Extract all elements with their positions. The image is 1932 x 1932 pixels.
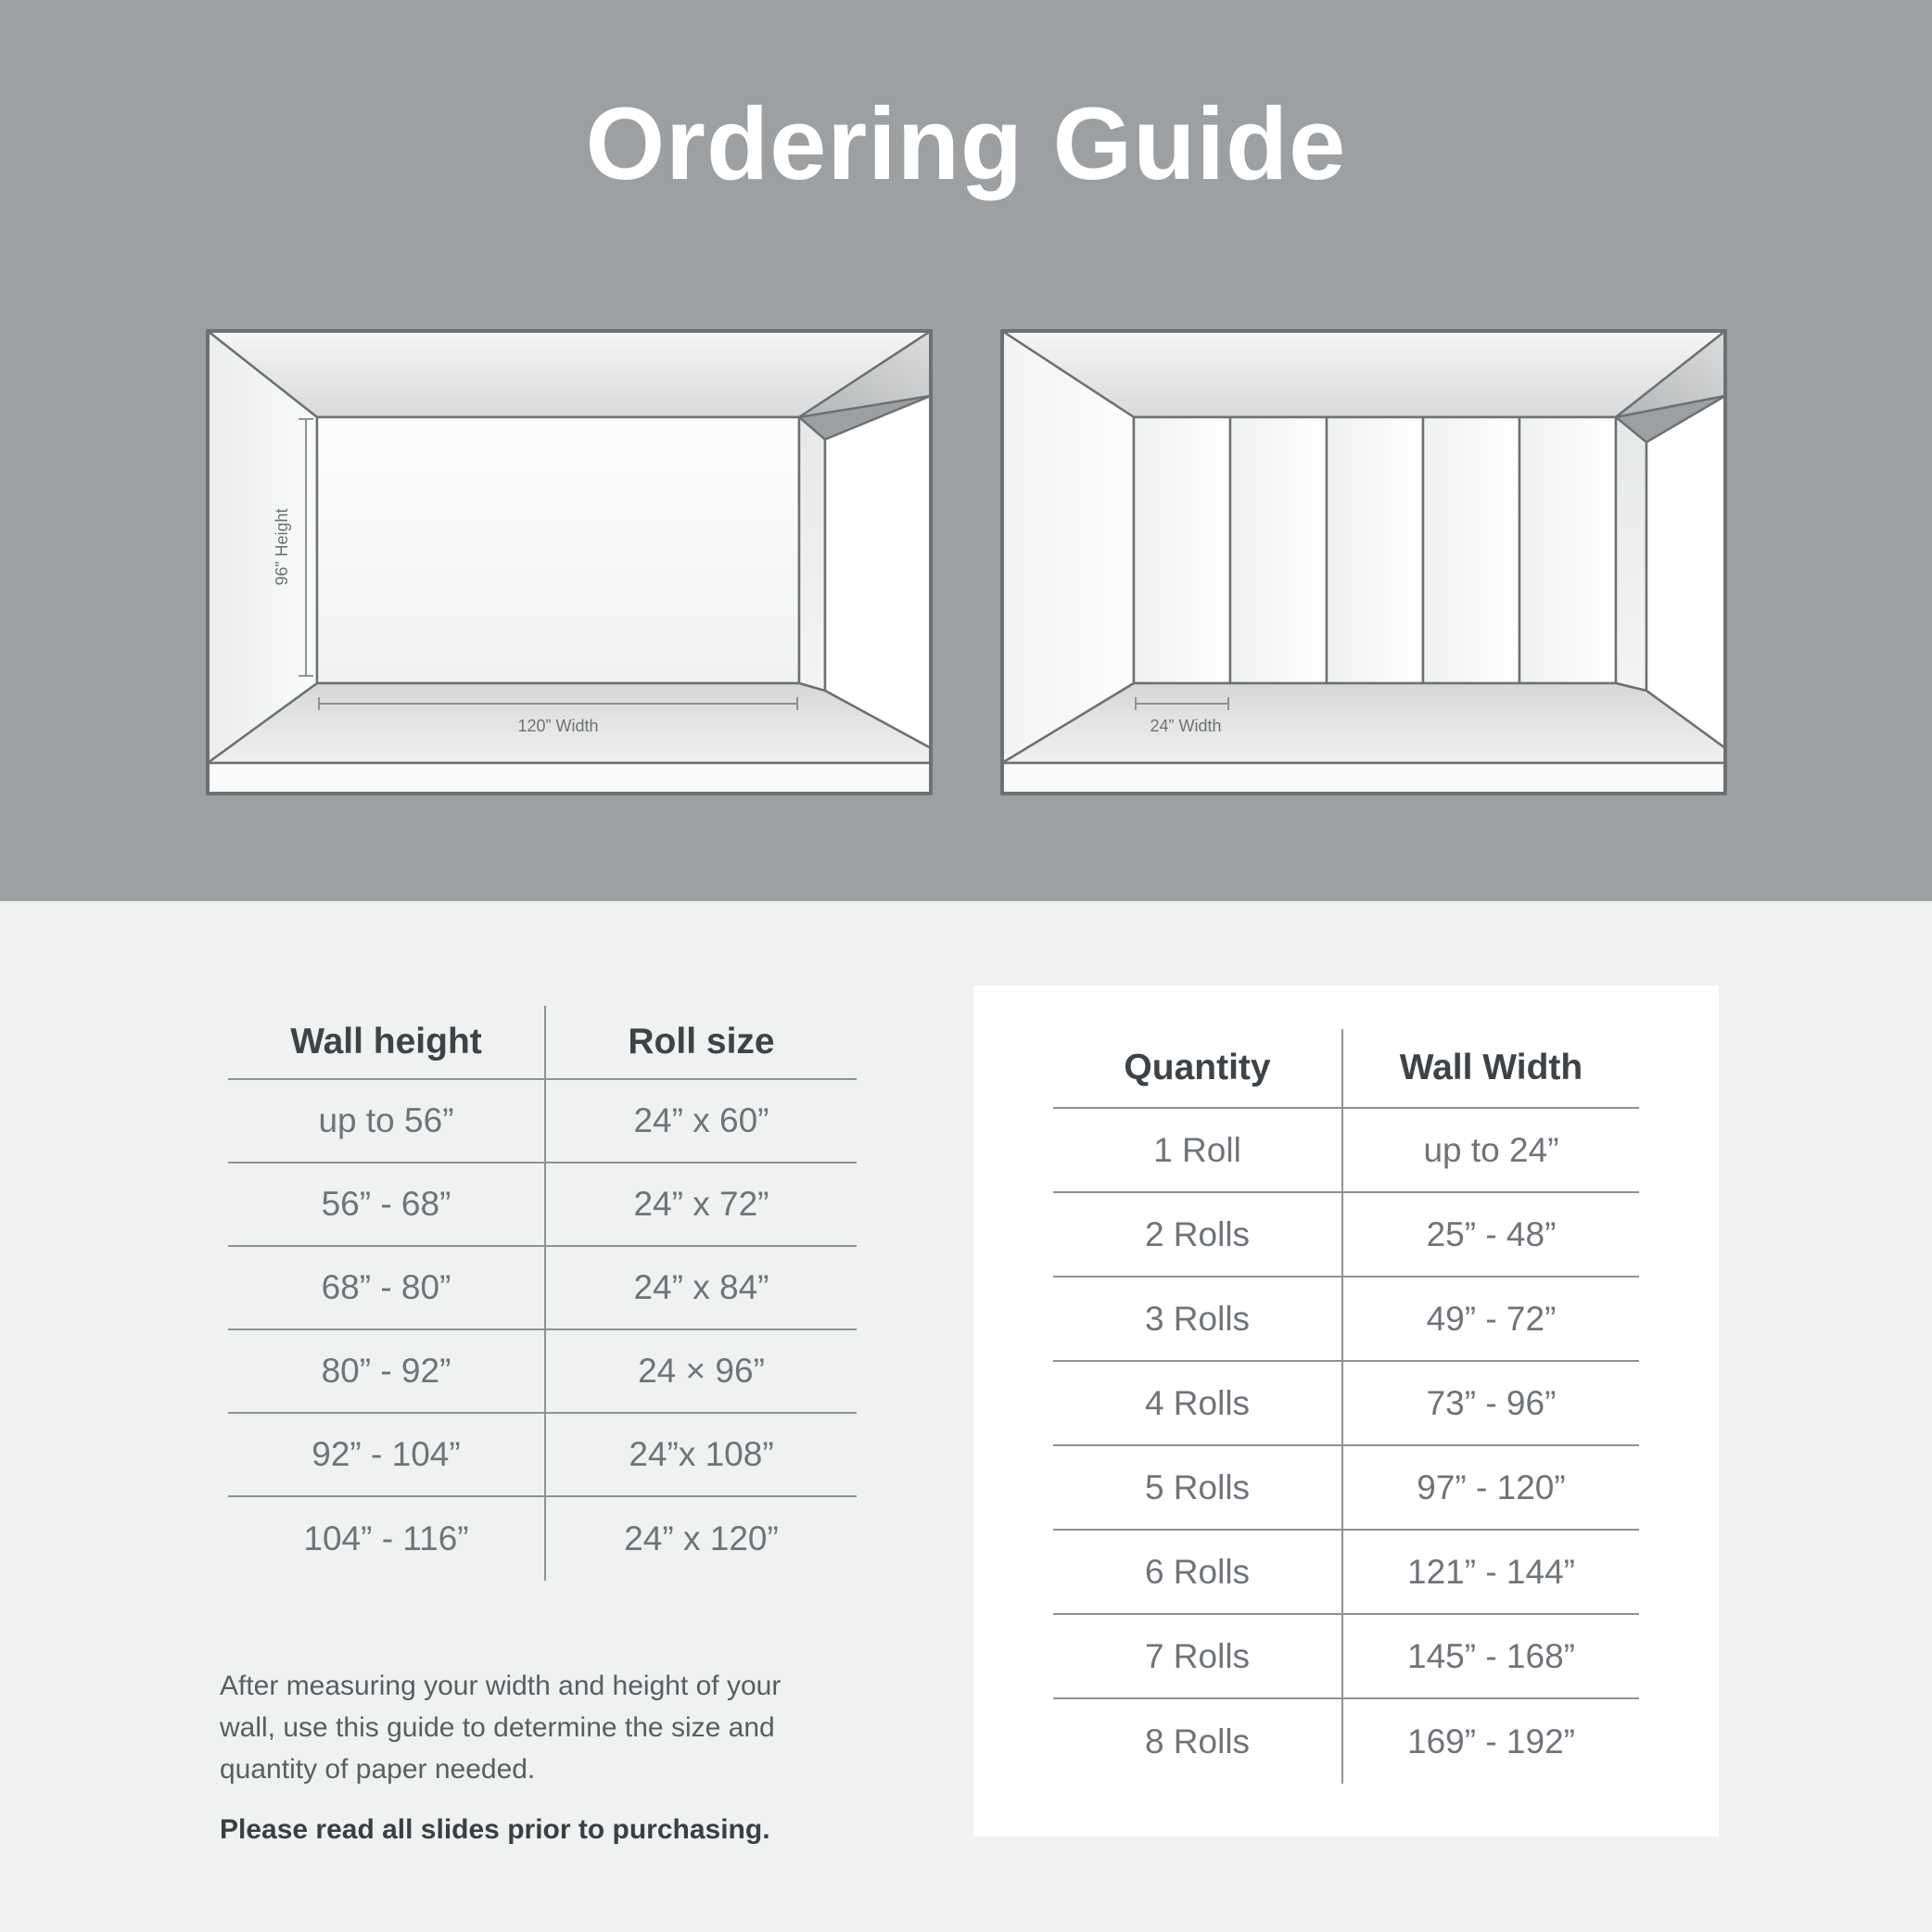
wall-height-cell: up to 56” (228, 1080, 546, 1162)
quantity-cell: 6 Rolls (1053, 1531, 1343, 1613)
table-row (1053, 1615, 1639, 1699)
wall-height-header: Wall height (228, 1006, 546, 1078)
table-header-row (228, 1006, 857, 1080)
wall-width-header: Wall Width (1399, 1048, 1583, 1087)
table-row (228, 1330, 857, 1414)
wall-width-cell: 25” - 48” (1426, 1214, 1557, 1253)
roll-size-header: Roll size (628, 1022, 775, 1061)
wall-height-cell: 104” - 116” (228, 1497, 546, 1581)
roll-size-cell: 24” x 72” (633, 1185, 769, 1223)
table-row (1053, 1193, 1639, 1277)
table-row (1053, 1277, 1639, 1362)
wall-width-cell: 145” - 168” (1407, 1636, 1575, 1675)
table-row (228, 1247, 857, 1330)
quantity-cell: 2 Rolls (1053, 1193, 1343, 1276)
right-wall-return (799, 417, 825, 691)
table-row (1053, 1531, 1639, 1615)
height-dimension-label: 96” Height (273, 508, 291, 586)
wall-height-cell: 68” - 80” (228, 1247, 546, 1328)
wall-width-cell: 121” - 144” (1407, 1552, 1575, 1591)
table-row (228, 1497, 857, 1581)
table-row (1053, 1699, 1639, 1784)
quantity-cell: 1 Roll (1053, 1109, 1343, 1191)
quantity-wall-width-table (1053, 1029, 1639, 1784)
room-diagram-single-wall (206, 329, 933, 795)
read-slides-note: Please read all slides prior to purchasing. (220, 1814, 770, 1845)
roll-size-cell: 24” x 60” (633, 1101, 769, 1139)
baseboard (1002, 763, 1725, 794)
room-diagram-paneled-wall (1000, 329, 1727, 795)
wall-width-cell: 49” - 72” (1426, 1299, 1557, 1338)
back-wall-panels (1134, 417, 1616, 683)
wall-height-roll-size-table (228, 1006, 857, 1581)
wall-height-cell: 56” - 68” (228, 1163, 546, 1245)
roll-size-cell: 24” x 84” (633, 1268, 769, 1306)
wall-width-cell: 169” - 192” (1407, 1722, 1575, 1760)
quantity-cell: 3 Rolls (1053, 1277, 1343, 1360)
right-wall-return (1616, 417, 1646, 691)
measuring-instructions: After measuring your width and height of your wall, use this guide to determine the size and quantity of paper needed. (220, 1671, 782, 1785)
table-header-row (1053, 1029, 1639, 1109)
table-row (1053, 1446, 1639, 1531)
table-row (228, 1414, 857, 1497)
wall-width-cell: 97” - 120” (1417, 1468, 1566, 1506)
table-row (228, 1080, 857, 1163)
table-row (1053, 1362, 1639, 1446)
wall-height-cell: 92” - 104” (228, 1414, 546, 1495)
table-row (228, 1163, 857, 1247)
back-wall (317, 417, 799, 683)
roll-size-cell: 24 × 96” (638, 1352, 765, 1390)
width-dimension-label: 120” Width (517, 717, 599, 735)
quantity-cell: 5 Rolls (1053, 1446, 1343, 1529)
wall-height-cell: 80” - 92” (228, 1330, 546, 1412)
right-wall-panel (1646, 396, 1725, 748)
quantity-card (973, 985, 1719, 1837)
panel-width-dimension-label: 24” Width (1150, 717, 1222, 735)
quantity-cell: 4 Rolls (1053, 1362, 1343, 1444)
roll-size-cell: 24”x 108” (629, 1435, 774, 1473)
wall-width-cell: up to 24” (1423, 1130, 1559, 1169)
table-row (1053, 1109, 1639, 1193)
baseboard (208, 763, 931, 794)
quantity-header: Quantity (1053, 1029, 1343, 1107)
wall-width-cell: 73” - 96” (1426, 1383, 1557, 1422)
quantity-cell: 8 Rolls (1053, 1699, 1343, 1784)
quantity-cell: 7 Rolls (1053, 1615, 1343, 1697)
page-title: Ordering Guide (585, 87, 1347, 201)
roll-size-cell: 24” x 120” (624, 1519, 779, 1557)
hero-section (0, 0, 1932, 901)
right-wall-panel (825, 396, 931, 748)
